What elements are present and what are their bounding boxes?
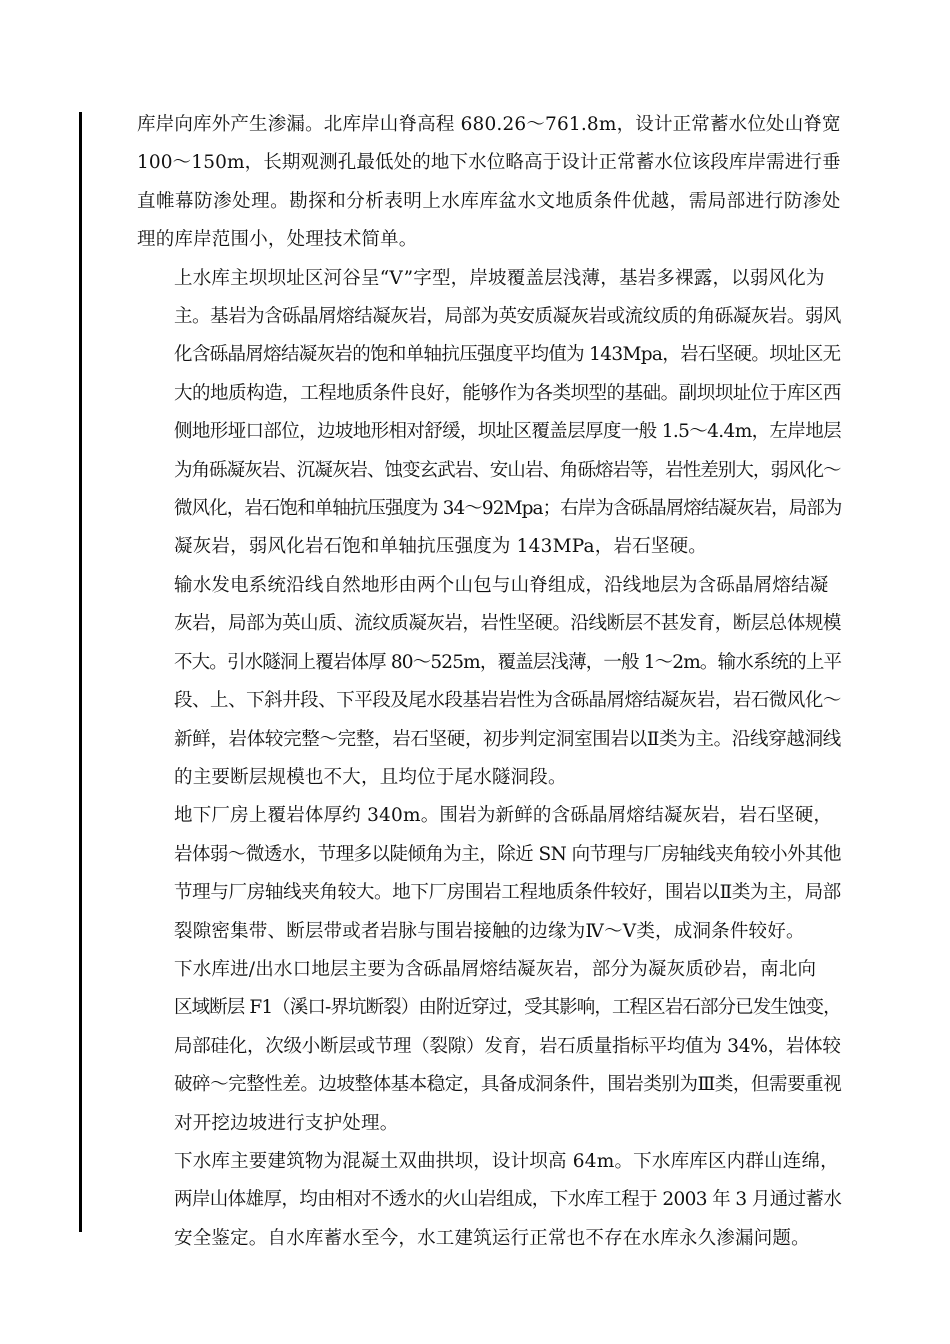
text-line: 的主要断层规模也不大，且均位于尾水隧洞段。 bbox=[174, 766, 567, 788]
paragraph bbox=[137, 951, 841, 1143]
text-line: 主。基岩为含砾晶屑熔结凝灰岩，局部为英安质凝灰岩或流纹质的角砾凝灰岩。弱风 bbox=[174, 306, 841, 328]
text-line: 节理与厂房轴线夹角较大。地下厂房围岩工程地质条件较好，围岩以Ⅱ类为主，局部 bbox=[174, 882, 841, 904]
text-line: 破碎～完整性差。边坡整体基本稳定，具备成洞条件，围岩类别为Ⅲ类，但需要重视 bbox=[174, 1074, 842, 1096]
text-line: 地下厂房上覆岩体厚约 340m。围岩为新鲜的含砾晶屑熔结凝灰岩，岩石坚硬， bbox=[174, 805, 833, 827]
paragraph bbox=[137, 567, 841, 797]
text-line: 理的库岸范围小，处理技术简单。 bbox=[137, 229, 418, 251]
paragraph bbox=[137, 260, 841, 567]
text-line: 裂隙密集带、断层带或者岩脉与围岩接触的边缘为Ⅳ～Ⅴ类，成洞条件较好。 bbox=[174, 920, 805, 942]
text-line: 区域断层 F1（溪口-界坑断裂）由附近穿过，受其影响，工程区岩石部分已发生蚀变， bbox=[174, 997, 841, 1019]
margin-rule bbox=[79, 112, 82, 1232]
text-line: 微风化，岩石饱和单轴抗压强度为 34～92Mpa；右岸为含砾晶屑熔结凝灰岩，局部为 bbox=[174, 498, 842, 520]
text-line: 为角砾凝灰岩、沉凝灰岩、蚀变玄武岩、安山岩、角砾熔岩等，岩性差别大，弱风化～ bbox=[174, 459, 841, 481]
text-line: 下水库主要建筑物为混凝土双曲拱坝，设计坝高 64m。下水库库区内群山连绵， bbox=[174, 1150, 839, 1172]
text-line: 段、上、下斜井段、下平段及尾水段基岩岩性为含砾晶屑熔结凝灰岩，岩石微风化～ bbox=[174, 690, 841, 712]
text-line: 两岸山体雄厚，均由相对不透水的火山岩组成，下水库工程于 2003 年 3 月通过蓄水 bbox=[174, 1189, 842, 1211]
text-line: 化含砾晶屑熔结凝灰岩的饱和单轴抗压强度平均值为 143Mpa，岩石坚硬。坝址区无 bbox=[174, 344, 841, 366]
paragraph bbox=[137, 797, 841, 951]
text-line: 对开挖边坡进行支护处理。 bbox=[174, 1112, 399, 1134]
text-line: 安全鉴定。自水库蓄水至今，水工建筑运行正常也不存在水库永久渗漏问题。 bbox=[174, 1227, 810, 1249]
text-line: 岩体弱～微透水，节理多以陡倾角为主，除近 SN 向节理与厂房轴线夹角较小外其他 bbox=[174, 843, 841, 865]
text-line: 100～150m，长期观测孔最低处的地下水位略高于设计正常蓄水位该段库岸需进行垂 bbox=[137, 152, 841, 174]
text-line: 直帷幕防渗处理。勘探和分析表明上水库库盆水文地质条件优越，需局部进行防渗处 bbox=[137, 190, 841, 212]
text-line: 库岸向库外产生渗漏。北库岸山脊高程 680.26～761.8m，设计正常蓄水位处山脊宽 bbox=[137, 114, 841, 135]
text-line: 输水发电系统沿线自然地形由两个山包与山脊组成，沿线地层为含砾晶屑熔结凝 bbox=[174, 574, 829, 596]
document-body bbox=[137, 106, 841, 1258]
paragraph bbox=[137, 1143, 841, 1258]
text-line: 大的地质构造，工程地质条件良好，能够作为各类坝型的基础。副坝坝址位于库区西 bbox=[174, 382, 841, 404]
text-line: 局部硅化，次级小断层或节理（裂隙）发育，岩石质量指标平均值为 34%，岩体较 bbox=[174, 1035, 841, 1057]
text-line: 下水库进/出水口地层主要为含砾晶屑熔结凝灰岩，部分为凝灰质砂岩，南北向 bbox=[174, 958, 817, 980]
text-line: 不大。引水隧洞上覆岩体厚 80～525m，覆盖层浅薄，一般 1～2m。输水系统的上平 bbox=[174, 651, 842, 673]
text-line: 新鲜，岩体较完整～完整，岩石坚硬，初步判定洞室围岩以Ⅱ类为主。沿线穿越洞线 bbox=[174, 728, 841, 750]
text-line: 灰岩，局部为英山质、流纹质凝灰岩，岩性坚硬。沿线断层不甚发育，断层总体规模 bbox=[174, 613, 841, 635]
text-line: 侧地形垭口部位，边坡地形相对舒缓，坝址区覆盖层厚度一般 1.5～4.4m，左岸地层 bbox=[174, 421, 841, 443]
paragraph bbox=[137, 106, 841, 260]
text-line: 上水库主坝坝址区河谷呈“V”字型，岸坡覆盖层浅薄，基岩多裸露，以弱风化为 bbox=[174, 267, 825, 289]
text-line: 凝灰岩，弱风化岩石饱和单轴抗压强度为 143MPa，岩石坚硬。 bbox=[174, 536, 707, 558]
